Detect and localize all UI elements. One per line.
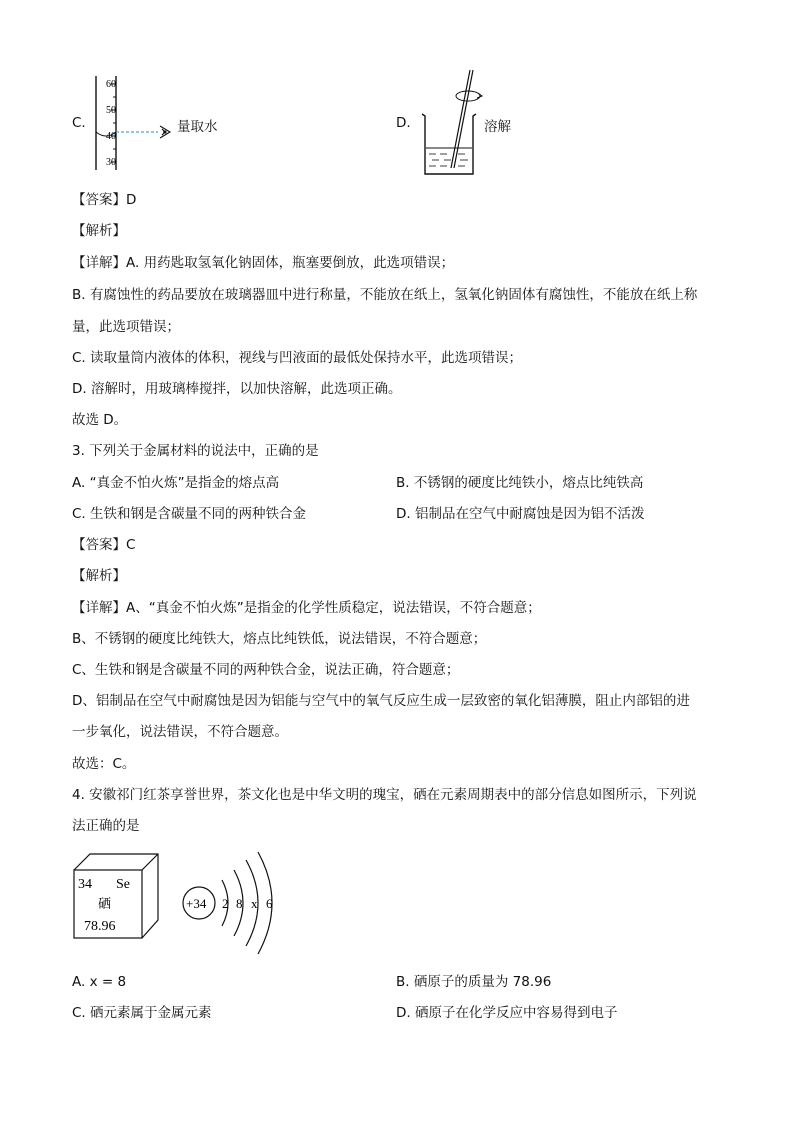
q3-detail-line: C、生铁和钢是含碳量不同的两种铁合金，说法正确，符合题意； <box>72 662 460 678</box>
q4-stem-line: 4. 安徽祁门红茶享誉世界，茶文化也是中华文明的瑰宝，硒在元素周期表中的部分信息如图所示，下列说 <box>72 787 697 803</box>
q2-detail-line: 量，此选项错误； <box>72 319 180 335</box>
element-atomic-number: 34 <box>78 877 92 892</box>
q3-option-d: D. 铝制品在空气中耐腐蚀是因为铝不活泼 <box>396 506 645 522</box>
q2-detail-line: 【详解】A. 用药匙取氢氧化钠固体，瓶塞要倒放，此选项错误； <box>72 255 455 271</box>
q4-option-d: D. 硒原子在化学反应中容易得到电子 <box>396 1005 618 1021</box>
shell-1-electrons: 2 <box>222 896 229 911</box>
q3-detail-line: D、铝制品在空气中耐腐蚀是因为铝能与空气中的氧气反应生成一层致密的氧化铝薄膜，阻止内部铝的进 <box>72 693 690 709</box>
element-mass: 78.96 <box>84 919 116 934</box>
atomic-structure-figure <box>180 850 290 956</box>
q3-analysis-tag: 【解析】 <box>72 568 126 584</box>
q3-stem: 3. 下列关于金属材料的说法中，正确的是 <box>72 443 319 459</box>
q4-stem-line: 法正确的是 <box>72 818 140 834</box>
shell-3-electrons: x <box>251 896 258 911</box>
element-name: 硒 <box>98 897 112 912</box>
option-c-caption: 量取水 <box>177 119 218 135</box>
tick-50: 50 <box>106 105 116 116</box>
q4-option-a: A. x = 8 <box>72 974 127 990</box>
q2-analysis-tag: 【解析】 <box>72 223 126 239</box>
q2-detail-line: C. 读取量筒内液体的体积，视线与凹液面的最低处保持水平，此选项错误； <box>72 350 523 366</box>
q2-detail-line: D. 溶解时，用玻璃棒搅拌，以加快溶解，此选项正确。 <box>72 381 402 397</box>
q3-detail-line: 故选：C。 <box>72 756 136 772</box>
shell-2-electrons: 8 <box>236 896 243 911</box>
q3-answer: 【答案】C <box>72 537 136 553</box>
option-d-letter: D. <box>396 115 411 131</box>
q3-detail-line: 【详解】A、“真金不怕火炼”是指金的化学性质稳定，说法错误，不符合题意； <box>72 600 541 616</box>
nucleus-charge: +34 <box>186 896 207 911</box>
q2-detail-line: B. 有腐蚀性的药品要放在玻璃器皿中进行称量，不能放在纸上，氢氧化钠固体有腐蚀性，不能放在纸上称 <box>72 287 698 303</box>
tick-60: 60 <box>106 79 116 90</box>
element-card-figure <box>72 852 162 942</box>
q2-answer: 【答案】D <box>72 192 137 208</box>
q3-detail-line: 一步氧化，说法错误，不符合题意。 <box>72 724 288 740</box>
q3-option-b: B. 不锈钢的硬度比纯铁小，熔点比纯铁高 <box>396 475 644 491</box>
tick-40: 40 <box>106 131 116 142</box>
q4-option-b: B. 硒原子的质量为 78.96 <box>396 974 552 990</box>
q2-detail-line: 故选 D。 <box>72 412 128 428</box>
q3-detail-line: B、不锈钢的硬度比纯铁大，熔点比纯铁低，说法错误，不符合题意； <box>72 631 487 647</box>
q4-option-c: C. 硒元素属于金属元素 <box>72 1005 212 1021</box>
beaker-stirring-figure <box>418 66 488 180</box>
q3-option-c: C. 生铁和钢是含碳量不同的两种铁合金 <box>72 506 307 522</box>
q3-option-a: A. “真金不怕火炼”是指金的熔点高 <box>72 475 280 491</box>
shell-4-electrons: 6 <box>266 896 273 911</box>
option-c-letter: C. <box>72 115 86 131</box>
option-d-caption: 溶解 <box>484 119 511 135</box>
element-symbol: Se <box>116 877 130 892</box>
tick-30: 30 <box>106 157 116 168</box>
